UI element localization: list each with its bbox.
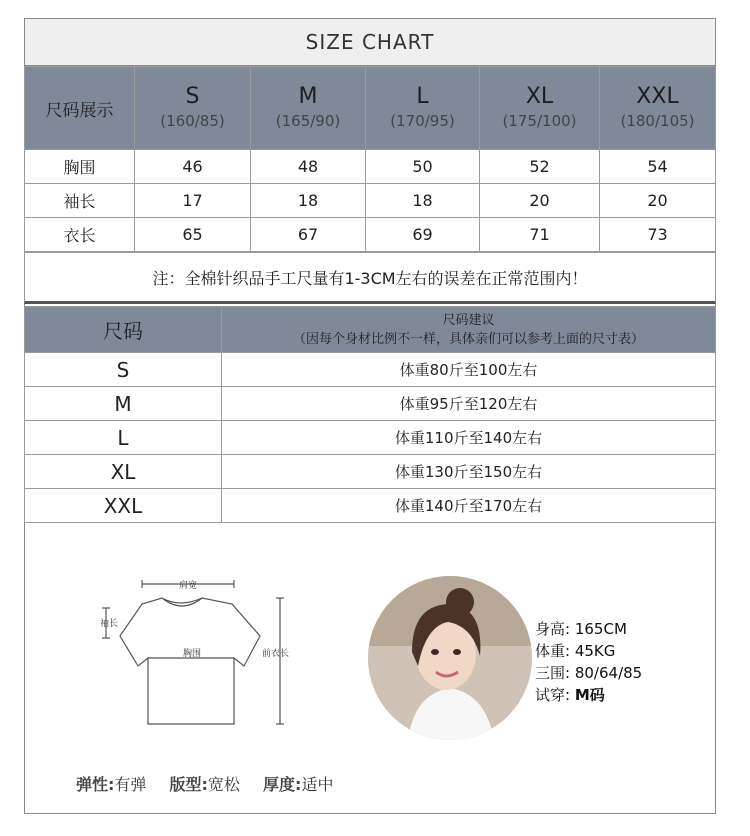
table-row: [25, 387, 716, 421]
cell: 48: [251, 150, 366, 184]
weight-label: 体重:: [535, 642, 571, 660]
measurement-note: 注：全棉针织品手工尺量有1-3CM左右的误差在正常范围内！: [24, 252, 716, 304]
header-label: 尺码展示: [25, 67, 135, 150]
table-row: [25, 421, 716, 455]
advice-text: 体重80斤至100左右: [222, 353, 716, 387]
try-label: 试穿:: [535, 686, 571, 704]
cell: 17: [135, 184, 251, 218]
elasticity-value: 有弹: [114, 775, 147, 794]
advice-title: 尺码建议: [442, 312, 495, 328]
thickness-value: 适中: [301, 775, 334, 794]
weight-value: 45KG: [574, 642, 616, 660]
advice-col-size: 尺码: [25, 307, 222, 353]
advice-size: XXL: [25, 489, 222, 523]
chest-label: 胸围: [182, 649, 202, 659]
height-value: 165CM: [574, 620, 627, 638]
advice-size: XL: [25, 455, 222, 489]
size-col-m: M (165/90): [251, 67, 366, 150]
advice-text: 体重95斤至120左右: [222, 387, 716, 421]
page-title: SIZE CHART: [24, 18, 716, 66]
cell: 50: [366, 150, 480, 184]
cell: 18: [366, 184, 480, 218]
size-col-xxl: XXL (180/105): [600, 67, 716, 150]
size-col-l: L (170/95): [366, 67, 480, 150]
cell: 20: [480, 184, 600, 218]
size-table: [24, 66, 716, 252]
cell: 71: [480, 218, 600, 252]
advice-size: M: [25, 387, 222, 421]
sleeve-label: 袖长: [100, 619, 119, 629]
cell: 52: [480, 150, 600, 184]
shoulder-label: 肩宽: [178, 581, 198, 591]
model-stats: [535, 618, 642, 706]
try-value: M码: [574, 686, 605, 704]
fabric-attributes: [76, 772, 333, 795]
table-row: [25, 184, 716, 218]
advice-size: L: [25, 421, 222, 455]
model-photo: [368, 576, 532, 740]
table-row: [25, 489, 716, 523]
advice-size: S: [25, 353, 222, 387]
advice-text: 体重130斤至150左右: [222, 455, 716, 489]
thickness-label: 厚度:: [263, 775, 302, 794]
measure-label: 三围:: [535, 664, 571, 682]
cell: 20: [600, 184, 716, 218]
cell: 18: [251, 184, 366, 218]
advice-text: 体重140斤至170左右: [222, 489, 716, 523]
cell: 65: [135, 218, 251, 252]
size-table-header: [25, 67, 716, 150]
table-row: [25, 455, 716, 489]
measure-value: 80/64/85: [574, 664, 643, 682]
size-col-s: S (160/85): [135, 67, 251, 150]
height-label: 身高:: [535, 620, 571, 638]
advice-subtitle: （因每个身材比例不一样，具体亲们可以参考上面的尺寸表）: [292, 331, 644, 347]
size-advice-table: [24, 306, 716, 523]
cell: 46: [135, 150, 251, 184]
advice-header: [25, 307, 716, 353]
fit-value: 宽松: [207, 775, 240, 794]
advice-text: 体重110斤至140左右: [222, 421, 716, 455]
cell: 67: [251, 218, 366, 252]
row-label: 袖长: [25, 184, 135, 218]
table-row: [25, 150, 716, 184]
cell: 69: [366, 218, 480, 252]
length-label: 前衣长: [262, 649, 290, 659]
fit-label: 版型:: [169, 775, 208, 794]
row-label: 衣长: [25, 218, 135, 252]
table-row: [25, 218, 716, 252]
advice-col-suggestion: [222, 307, 716, 353]
cell: 73: [600, 218, 716, 252]
table-row: [25, 353, 716, 387]
model-portrait-icon: [368, 576, 532, 740]
row-label: 胸围: [25, 150, 135, 184]
tshirt-diagram-icon: [90, 574, 320, 734]
elasticity-label: 弹性:: [76, 775, 115, 794]
cell: 54: [600, 150, 716, 184]
size-col-xl: XL (175/100): [480, 67, 600, 150]
